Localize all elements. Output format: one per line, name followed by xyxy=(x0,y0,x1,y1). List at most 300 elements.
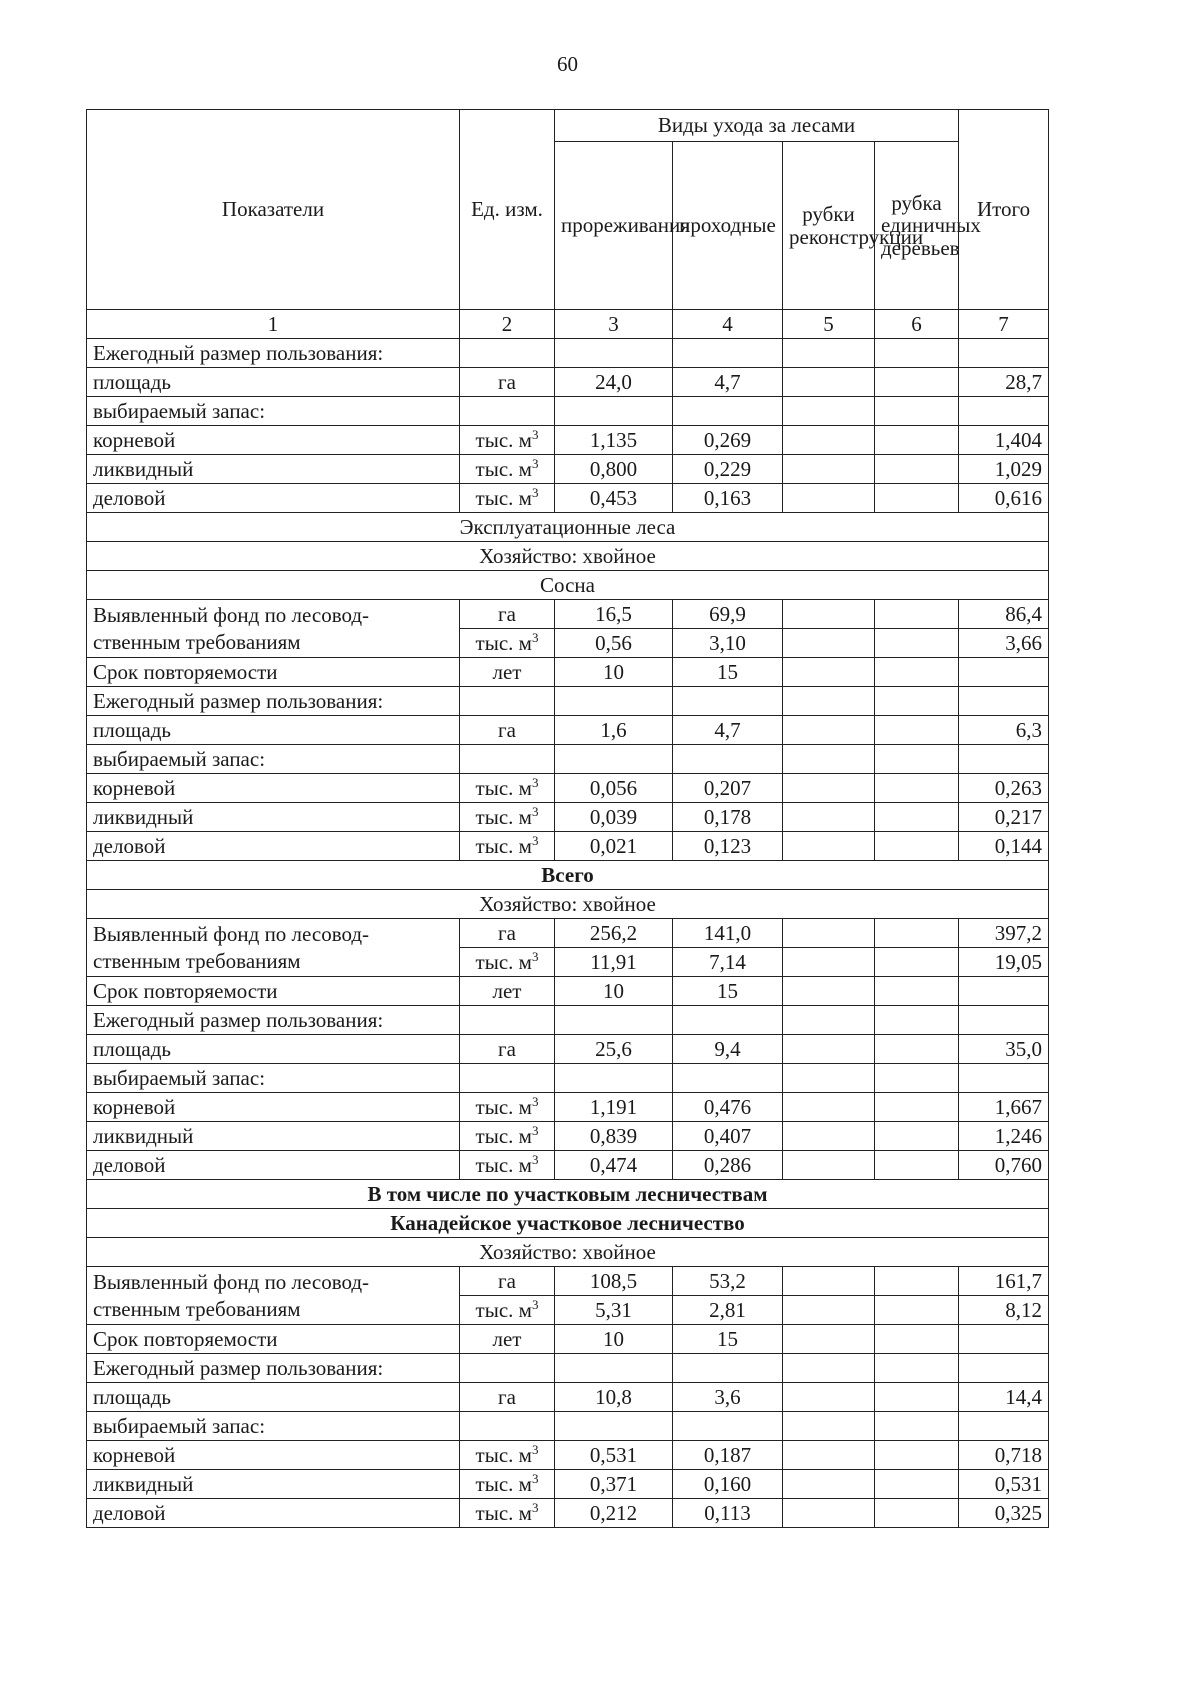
table-row xyxy=(87,397,1049,426)
table-row xyxy=(87,1441,1049,1470)
value-cell xyxy=(875,948,959,977)
value-cell xyxy=(875,774,959,803)
unit-cell xyxy=(460,774,555,803)
table-row xyxy=(87,1151,1049,1180)
unit-exponent: 3 xyxy=(531,426,539,442)
value-cell xyxy=(783,1499,875,1528)
section-title: Хозяйство: хвойное xyxy=(87,890,1049,919)
value-cell: 5,31 xyxy=(555,1296,673,1325)
value-cell xyxy=(783,977,875,1006)
row-label: деловой xyxy=(87,1151,460,1180)
value-cell xyxy=(875,426,959,455)
value-cell xyxy=(783,1093,875,1122)
table-cell xyxy=(875,397,959,426)
value-cell: 4,7 xyxy=(673,368,783,397)
value-cell: 0,021 xyxy=(555,832,673,861)
unit-cell xyxy=(460,629,555,658)
page-number: 60 xyxy=(557,52,578,76)
unit-cell: га xyxy=(460,1383,555,1412)
unit-text: тыс. м xyxy=(475,1094,532,1119)
unit-cell: га xyxy=(460,919,555,948)
value-cell xyxy=(875,1122,959,1151)
row-label: площадь xyxy=(87,368,460,397)
table-cell xyxy=(875,1412,959,1441)
row-label: выбираемый запас: xyxy=(87,745,460,774)
total-cell xyxy=(959,977,1049,1006)
value-cell xyxy=(783,948,875,977)
unit-cell xyxy=(460,1122,555,1151)
section-title: Всего xyxy=(87,861,1049,890)
value-cell: 0,453 xyxy=(555,484,673,513)
value-cell: 0,212 xyxy=(555,1499,673,1528)
unit-cell: га xyxy=(460,600,555,629)
unit-cell: лет xyxy=(460,1325,555,1354)
value-cell: 7,14 xyxy=(673,948,783,977)
table-cell xyxy=(783,745,875,774)
total-cell: 1,246 xyxy=(959,1122,1049,1151)
total-cell: 3,66 xyxy=(959,629,1049,658)
row-label: Срок повторяемости xyxy=(87,977,460,1006)
value-cell xyxy=(783,1122,875,1151)
total-cell: 0,531 xyxy=(959,1470,1049,1499)
section-row xyxy=(87,890,1049,919)
unit-exponent: 3 xyxy=(531,455,539,471)
table-cell xyxy=(460,745,555,774)
value-cell: 53,2 xyxy=(673,1267,783,1296)
table-cell xyxy=(673,1354,783,1383)
value-cell xyxy=(875,1267,959,1296)
table-cell xyxy=(673,1064,783,1093)
table-cell xyxy=(460,397,555,426)
total-cell: 8,12 xyxy=(959,1296,1049,1325)
row-label: выбираемый запас: xyxy=(87,1064,460,1093)
table-cell xyxy=(673,745,783,774)
unit-cell xyxy=(460,484,555,513)
unit-text: тыс. м xyxy=(475,1123,532,1148)
value-cell xyxy=(875,1470,959,1499)
section-title: Хозяйство: хвойное xyxy=(87,1238,1049,1267)
unit-text: тыс. м xyxy=(475,427,532,452)
value-cell: 141,0 xyxy=(673,919,783,948)
table-row xyxy=(87,1470,1049,1499)
table-cell xyxy=(460,339,555,368)
value-cell xyxy=(783,1151,875,1180)
row-label: площадь xyxy=(87,1383,460,1412)
unit-text: тыс. м xyxy=(475,485,532,510)
table-cell xyxy=(460,1064,555,1093)
value-cell: 0,474 xyxy=(555,1151,673,1180)
row-label: деловой xyxy=(87,832,460,861)
value-cell xyxy=(783,658,875,687)
value-cell: 11,91 xyxy=(555,948,673,977)
table-cell xyxy=(555,1006,673,1035)
value-cell xyxy=(875,658,959,687)
table-cell xyxy=(783,339,875,368)
unit-cell xyxy=(460,1296,555,1325)
value-cell xyxy=(875,1093,959,1122)
row-label: Выявленный фонд по лесовод-ственным требованиям xyxy=(87,1267,460,1325)
header-thinning: прореживания xyxy=(555,142,673,310)
value-cell xyxy=(783,1325,875,1354)
value-cell: 0,531 xyxy=(555,1441,673,1470)
value-cell xyxy=(875,716,959,745)
unit-exponent: 3 xyxy=(531,1441,539,1457)
unit-cell xyxy=(460,1093,555,1122)
row-label: корневой xyxy=(87,426,460,455)
value-cell: 0,123 xyxy=(673,832,783,861)
total-cell: 0,263 xyxy=(959,774,1049,803)
table-row xyxy=(87,1093,1049,1122)
value-cell xyxy=(783,1035,875,1064)
table-cell xyxy=(673,397,783,426)
value-cell: 9,4 xyxy=(673,1035,783,1064)
table-cell xyxy=(673,1412,783,1441)
value-cell: 108,5 xyxy=(555,1267,673,1296)
row-label: Ежегодный размер пользования: xyxy=(87,339,460,368)
section-row xyxy=(87,571,1049,600)
row-label: Ежегодный размер пользования: xyxy=(87,687,460,716)
table-cell xyxy=(959,1064,1049,1093)
table-cell xyxy=(673,1006,783,1035)
value-cell: 1,6 xyxy=(555,716,673,745)
value-cell: 0,229 xyxy=(673,455,783,484)
value-cell xyxy=(783,629,875,658)
row-label: деловой xyxy=(87,1499,460,1528)
value-cell: 4,7 xyxy=(673,716,783,745)
column-number: 4 xyxy=(673,310,783,339)
table-cell xyxy=(555,1064,673,1093)
unit-exponent: 3 xyxy=(531,774,539,790)
table-row xyxy=(87,919,1049,948)
value-cell: 0,039 xyxy=(555,803,673,832)
row-label: ликвидный xyxy=(87,455,460,484)
unit-text: тыс. м xyxy=(475,775,532,800)
total-cell: 6,3 xyxy=(959,716,1049,745)
table-row xyxy=(87,832,1049,861)
value-cell xyxy=(875,1035,959,1064)
table-cell xyxy=(555,397,673,426)
unit-cell: га xyxy=(460,1035,555,1064)
value-cell xyxy=(875,1151,959,1180)
value-cell: 0,56 xyxy=(555,629,673,658)
table-row xyxy=(87,1006,1049,1035)
table-cell xyxy=(783,1006,875,1035)
unit-exponent: 3 xyxy=(531,1093,539,1109)
column-number: 7 xyxy=(959,310,1049,339)
value-cell: 0,407 xyxy=(673,1122,783,1151)
table-cell xyxy=(783,1064,875,1093)
value-cell xyxy=(783,455,875,484)
unit-text: тыс. м xyxy=(475,1500,532,1525)
table-cell xyxy=(959,339,1049,368)
value-cell: 0,839 xyxy=(555,1122,673,1151)
total-cell: 0,718 xyxy=(959,1441,1049,1470)
value-cell xyxy=(875,484,959,513)
unit-text: тыс. м xyxy=(475,804,532,829)
total-cell: 35,0 xyxy=(959,1035,1049,1064)
value-cell xyxy=(875,1325,959,1354)
value-cell xyxy=(875,832,959,861)
unit-cell xyxy=(460,426,555,455)
row-label: площадь xyxy=(87,1035,460,1064)
unit-text: тыс. м xyxy=(475,1471,532,1496)
value-cell: 0,160 xyxy=(673,1470,783,1499)
table-cell xyxy=(875,745,959,774)
section-row xyxy=(87,1209,1049,1238)
table-row xyxy=(87,716,1049,745)
value-cell: 1,191 xyxy=(555,1093,673,1122)
value-cell xyxy=(783,919,875,948)
total-cell: 0,217 xyxy=(959,803,1049,832)
table-cell xyxy=(460,1006,555,1035)
unit-cell: га xyxy=(460,368,555,397)
table-row xyxy=(87,1122,1049,1151)
value-cell xyxy=(783,716,875,745)
unit-exponent: 3 xyxy=(531,948,539,964)
value-cell xyxy=(875,600,959,629)
header-passage: проходные xyxy=(673,142,783,310)
column-number-row xyxy=(87,310,1049,339)
table-row xyxy=(87,774,1049,803)
unit-cell: лет xyxy=(460,977,555,1006)
unit-exponent: 3 xyxy=(531,629,539,645)
value-cell: 0,269 xyxy=(673,426,783,455)
table-cell xyxy=(460,687,555,716)
table-row xyxy=(87,977,1049,1006)
value-cell: 15 xyxy=(673,1325,783,1354)
table-cell xyxy=(959,397,1049,426)
table-row xyxy=(87,1354,1049,1383)
unit-exponent: 3 xyxy=(531,1296,539,1312)
section-title: В том числе по участковым лесничествам xyxy=(87,1180,1049,1209)
total-cell: 0,760 xyxy=(959,1151,1049,1180)
table-cell xyxy=(875,687,959,716)
total-cell: 1,029 xyxy=(959,455,1049,484)
unit-exponent: 3 xyxy=(531,803,539,819)
table-cell xyxy=(783,1354,875,1383)
value-cell xyxy=(875,455,959,484)
row-label: корневой xyxy=(87,1441,460,1470)
value-cell xyxy=(875,803,959,832)
header-total: Итого xyxy=(959,110,1049,310)
table-row xyxy=(87,426,1049,455)
value-cell: 15 xyxy=(673,977,783,1006)
value-cell: 16,5 xyxy=(555,600,673,629)
unit-exponent: 3 xyxy=(531,484,539,500)
value-cell xyxy=(783,1470,875,1499)
table-cell xyxy=(555,687,673,716)
table-cell xyxy=(460,1412,555,1441)
table-cell xyxy=(959,1354,1049,1383)
value-cell: 256,2 xyxy=(555,919,673,948)
unit-cell xyxy=(460,1470,555,1499)
header-row-1 xyxy=(87,110,1049,142)
value-cell xyxy=(875,629,959,658)
table-cell xyxy=(783,687,875,716)
section-title: Сосна xyxy=(87,571,1049,600)
table-row xyxy=(87,1064,1049,1093)
unit-cell xyxy=(460,1441,555,1470)
value-cell: 10 xyxy=(555,658,673,687)
value-cell xyxy=(875,1499,959,1528)
table-row xyxy=(87,687,1049,716)
column-number: 3 xyxy=(555,310,673,339)
value-cell xyxy=(875,368,959,397)
table-cell xyxy=(673,687,783,716)
total-cell: 14,4 xyxy=(959,1383,1049,1412)
value-cell: 3,10 xyxy=(673,629,783,658)
value-cell xyxy=(783,426,875,455)
table-row xyxy=(87,339,1049,368)
table-cell xyxy=(875,339,959,368)
value-cell: 25,6 xyxy=(555,1035,673,1064)
section-row xyxy=(87,1180,1049,1209)
table-row xyxy=(87,600,1049,629)
unit-cell xyxy=(460,832,555,861)
unit-exponent: 3 xyxy=(531,1470,539,1486)
section-row xyxy=(87,542,1049,571)
table-row xyxy=(87,1499,1049,1528)
table-row xyxy=(87,1325,1049,1354)
column-number: 5 xyxy=(783,310,875,339)
value-cell: 0,476 xyxy=(673,1093,783,1122)
header-care-types: Виды ухода за лесами xyxy=(555,110,959,142)
table-cell xyxy=(875,1064,959,1093)
table-cell xyxy=(959,745,1049,774)
value-cell xyxy=(783,774,875,803)
value-cell: 69,9 xyxy=(673,600,783,629)
value-cell xyxy=(875,1441,959,1470)
value-cell: 1,135 xyxy=(555,426,673,455)
forest-care-table xyxy=(86,109,1049,1528)
value-cell: 0,113 xyxy=(673,1499,783,1528)
table-row xyxy=(87,1267,1049,1296)
table-row xyxy=(87,455,1049,484)
table-row xyxy=(87,368,1049,397)
table-cell xyxy=(783,397,875,426)
unit-text: тыс. м xyxy=(475,1297,532,1322)
table-cell xyxy=(875,1006,959,1035)
row-label: деловой xyxy=(87,484,460,513)
value-cell xyxy=(783,1296,875,1325)
table-row xyxy=(87,803,1049,832)
value-cell: 15 xyxy=(673,658,783,687)
table-row xyxy=(87,745,1049,774)
table-row xyxy=(87,658,1049,687)
unit-text: тыс. м xyxy=(475,1442,532,1467)
value-cell: 10 xyxy=(555,977,673,1006)
unit-exponent: 3 xyxy=(531,1499,539,1515)
section-title: Канадейское участковое лесничество xyxy=(87,1209,1049,1238)
value-cell xyxy=(783,803,875,832)
unit-exponent: 3 xyxy=(531,832,539,848)
unit-exponent: 3 xyxy=(531,1122,539,1138)
unit-text: тыс. м xyxy=(475,456,532,481)
unit-cell xyxy=(460,1151,555,1180)
row-label: Ежегодный размер пользования: xyxy=(87,1354,460,1383)
value-cell: 2,81 xyxy=(673,1296,783,1325)
table-cell xyxy=(555,745,673,774)
section-row xyxy=(87,1238,1049,1267)
value-cell xyxy=(783,1441,875,1470)
header-reconstruction: рубки реконструкции xyxy=(783,142,875,310)
value-cell: 0,286 xyxy=(673,1151,783,1180)
row-label: корневой xyxy=(87,774,460,803)
total-cell: 28,7 xyxy=(959,368,1049,397)
column-number: 6 xyxy=(875,310,959,339)
unit-cell xyxy=(460,803,555,832)
unit-cell: лет xyxy=(460,658,555,687)
total-cell: 19,05 xyxy=(959,948,1049,977)
table-row xyxy=(87,1035,1049,1064)
table-row xyxy=(87,484,1049,513)
value-cell xyxy=(783,600,875,629)
row-label: ликвидный xyxy=(87,1470,460,1499)
total-cell: 161,7 xyxy=(959,1267,1049,1296)
section-title: Хозяйство: хвойное xyxy=(87,542,1049,571)
value-cell: 3,6 xyxy=(673,1383,783,1412)
value-cell xyxy=(783,368,875,397)
table-cell xyxy=(555,1354,673,1383)
row-label: корневой xyxy=(87,1093,460,1122)
unit-text: тыс. м xyxy=(475,630,532,655)
row-label: Срок повторяемости xyxy=(87,1325,460,1354)
unit-cell xyxy=(460,948,555,977)
value-cell xyxy=(875,977,959,1006)
total-cell: 1,404 xyxy=(959,426,1049,455)
row-label: ликвидный xyxy=(87,803,460,832)
value-cell: 0,371 xyxy=(555,1470,673,1499)
total-cell: 86,4 xyxy=(959,600,1049,629)
unit-cell: га xyxy=(460,1267,555,1296)
section-row xyxy=(87,513,1049,542)
row-label: Выявленный фонд по лесовод-ственным требованиям xyxy=(87,919,460,977)
unit-text: тыс. м xyxy=(475,949,532,974)
value-cell: 0,207 xyxy=(673,774,783,803)
value-cell: 0,187 xyxy=(673,1441,783,1470)
value-cell: 24,0 xyxy=(555,368,673,397)
row-label: Выявленный фонд по лесовод-ственным требованиям xyxy=(87,600,460,658)
header-single-trees: рубка единичных деревьев xyxy=(875,142,959,310)
table-cell xyxy=(959,687,1049,716)
unit-text: тыс. м xyxy=(475,833,532,858)
value-cell: 0,178 xyxy=(673,803,783,832)
column-number: 1 xyxy=(87,310,460,339)
total-cell: 1,667 xyxy=(959,1093,1049,1122)
total-cell xyxy=(959,658,1049,687)
value-cell xyxy=(783,1267,875,1296)
table-cell xyxy=(783,1412,875,1441)
total-cell: 0,144 xyxy=(959,832,1049,861)
value-cell xyxy=(875,1383,959,1412)
unit-cell: га xyxy=(460,716,555,745)
value-cell: 10 xyxy=(555,1325,673,1354)
row-label: Срок повторяемости xyxy=(87,658,460,687)
value-cell: 0,056 xyxy=(555,774,673,803)
value-cell xyxy=(875,1296,959,1325)
total-cell: 0,616 xyxy=(959,484,1049,513)
unit-exponent: 3 xyxy=(531,1151,539,1167)
value-cell xyxy=(783,832,875,861)
value-cell: 10,8 xyxy=(555,1383,673,1412)
unit-text: тыс. м xyxy=(475,1152,532,1177)
table-cell xyxy=(959,1006,1049,1035)
value-cell xyxy=(783,1383,875,1412)
row-label: площадь xyxy=(87,716,460,745)
section-title: Эксплуатационные леса xyxy=(87,513,1049,542)
table-row xyxy=(87,1383,1049,1412)
total-cell: 397,2 xyxy=(959,919,1049,948)
